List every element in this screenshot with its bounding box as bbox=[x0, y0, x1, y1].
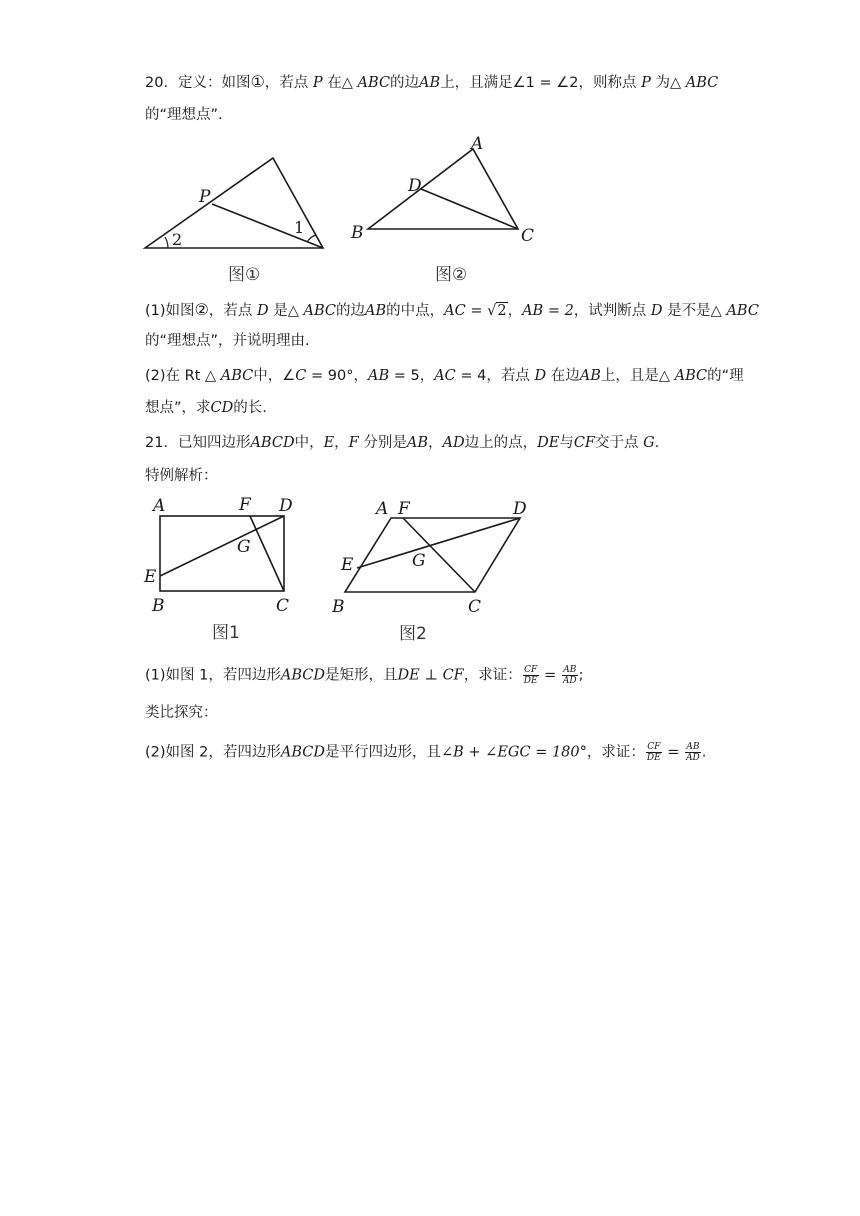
label-E: E bbox=[341, 555, 354, 575]
q21-text: ， bbox=[334, 435, 349, 451]
label-F: F bbox=[239, 495, 251, 515]
q20-sub1-text: ，试判断点 bbox=[573, 303, 651, 319]
q20-sub2-line1 bbox=[145, 366, 744, 386]
math-var: CF bbox=[573, 435, 595, 451]
q21-sub1-text: ，求证： bbox=[463, 667, 522, 684]
q20-sub1-text: 是△ bbox=[268, 303, 304, 319]
q20-sub1-text: ， bbox=[507, 303, 523, 319]
math-var: E bbox=[323, 435, 335, 451]
q20-sub1-text: 的中点， bbox=[386, 303, 445, 319]
label-angle-1: 1 bbox=[294, 218, 305, 237]
q20-text: ，若点 bbox=[264, 75, 313, 91]
fraction-denominator: AD bbox=[686, 753, 700, 763]
math-var: C bbox=[295, 368, 307, 384]
figure-2-caption: 图② bbox=[435, 265, 468, 285]
label-D: D bbox=[279, 496, 293, 516]
math-var: ABC bbox=[726, 303, 759, 319]
q20-text: 为△ bbox=[650, 75, 686, 91]
q21-sub2-text: (2)如图 2，若四边形 bbox=[145, 744, 281, 761]
sqrt-radicand: 2 bbox=[497, 303, 507, 319]
q20-text: 上，且满足∠1 = ∠2，则称点 bbox=[440, 75, 642, 91]
math-var: DE bbox=[537, 435, 560, 451]
math-var: AB bbox=[419, 75, 441, 91]
label-B: B bbox=[332, 597, 345, 617]
label-G: G bbox=[412, 551, 426, 571]
q21-analogy-heading: 类比探究： bbox=[145, 705, 218, 721]
sqrt-expr: √2 bbox=[487, 303, 507, 319]
q20-sub2-text: 的长. bbox=[233, 400, 267, 416]
fraction-cf-de bbox=[646, 742, 662, 763]
figure-2-parallelogram bbox=[325, 492, 540, 647]
label-E: E bbox=[144, 567, 157, 587]
q21-sub2-text: 是平行四边形，且 bbox=[325, 744, 441, 761]
math-var: AB bbox=[367, 368, 390, 384]
q21-sub2 bbox=[145, 742, 706, 763]
label-P: P bbox=[199, 187, 211, 207]
fraction-ab-ad bbox=[685, 742, 701, 763]
equals-sign: = bbox=[539, 667, 561, 684]
math-var: AB bbox=[579, 368, 601, 384]
q20-text: 在△ bbox=[322, 75, 358, 91]
fraction-numerator: CF bbox=[524, 665, 538, 675]
q20-sub2-text: 中，∠ bbox=[253, 368, 296, 384]
q21-sub1-text: 是矩形，且 bbox=[325, 667, 398, 684]
q21-text: 与 bbox=[559, 435, 574, 451]
label-A: A bbox=[376, 499, 389, 519]
math-var: AB bbox=[365, 303, 387, 319]
q20-sub2-text: 在边 bbox=[546, 368, 580, 384]
figure-1-rectangle bbox=[140, 492, 315, 647]
fraction-numerator: AB bbox=[686, 742, 700, 752]
figure-1-caption: 图① bbox=[228, 265, 261, 285]
label-B: B bbox=[152, 596, 165, 616]
q20-sub1-text: 是不是△ bbox=[662, 303, 727, 319]
q21-sub2-text: . bbox=[701, 744, 707, 761]
q20-sub2-text: 上，且是△ bbox=[600, 368, 675, 384]
math-var: D bbox=[534, 368, 547, 384]
math-var: ABC bbox=[674, 368, 708, 384]
label-angle-2: 2 bbox=[172, 230, 183, 249]
math-var: ABC bbox=[220, 368, 254, 384]
label-A: A bbox=[471, 134, 484, 154]
q20-text: 20．定义：如图 bbox=[145, 75, 251, 91]
math-var: ABC bbox=[685, 75, 719, 91]
q21-text: 中， bbox=[294, 435, 324, 451]
fraction-cf-de bbox=[523, 665, 539, 686]
q21-sub1 bbox=[145, 665, 584, 686]
label-A: A bbox=[153, 496, 166, 516]
fraction-numerator: AB bbox=[563, 665, 577, 675]
figure-ref-1: ① bbox=[250, 72, 265, 91]
q20-sub2-text: = 5， bbox=[389, 368, 435, 384]
label-D: D bbox=[513, 499, 527, 519]
math-var: P bbox=[312, 75, 323, 91]
q21-text: 分别是 bbox=[358, 435, 407, 451]
equals-sign: = bbox=[662, 744, 685, 761]
math-expr: DE ⊥ CF bbox=[397, 667, 464, 684]
label-G: G bbox=[237, 537, 251, 557]
math-var: G bbox=[643, 435, 655, 451]
q20-sub1-line2: 的“理想点”，并说明理由. bbox=[145, 333, 310, 349]
figure-2-caption: 图2 bbox=[399, 624, 427, 644]
label-B: B bbox=[351, 223, 364, 243]
q21-text: 交于点 bbox=[594, 435, 644, 451]
math-var: AB bbox=[406, 435, 428, 451]
math-var: ABCD bbox=[280, 667, 325, 684]
q21-sub1-text: ; bbox=[578, 667, 584, 684]
math-var: D bbox=[257, 303, 269, 319]
q20-line2: 的“理想点”. bbox=[145, 107, 223, 123]
fraction-ab-ad bbox=[562, 665, 578, 686]
fraction-numerator: CF bbox=[647, 742, 661, 752]
math-var: AD bbox=[442, 435, 465, 451]
math-var: CD bbox=[210, 400, 234, 416]
q20-line1 bbox=[145, 72, 718, 93]
figure-1-caption: 图1 bbox=[212, 623, 240, 643]
math-var: AC bbox=[434, 368, 456, 384]
math-expr: AB = 2 bbox=[522, 303, 574, 319]
math-var: ABC bbox=[303, 303, 337, 319]
label-F: F bbox=[398, 499, 410, 519]
figure-2-triangle bbox=[345, 130, 545, 285]
label-C: C bbox=[276, 596, 290, 616]
q21-sub1-text: (1)如图 1，若四边形 bbox=[145, 667, 281, 684]
q21-text: . bbox=[654, 435, 660, 451]
math-var: ABCD bbox=[250, 435, 295, 451]
label-D: D bbox=[408, 176, 422, 196]
q20-sub2-text: 的“理 bbox=[707, 368, 744, 384]
math-expr: ∠B + ∠EGC = 180° bbox=[441, 744, 587, 761]
q21-line1 bbox=[145, 433, 659, 453]
figure-ref-2: ② bbox=[194, 300, 209, 319]
q21-special-heading: 特例解析： bbox=[145, 468, 218, 484]
q20-sub2-text: = 90°， bbox=[306, 368, 368, 384]
math-var: F bbox=[348, 435, 359, 451]
q20-sub1-line1 bbox=[145, 300, 759, 321]
q20-text: 的边 bbox=[390, 75, 420, 91]
math-var: ABC bbox=[357, 75, 391, 91]
q21-text: 边上的点， bbox=[464, 435, 538, 451]
q20-sub1-text: ，若点 bbox=[208, 303, 257, 319]
label-C: C bbox=[521, 226, 535, 246]
label-C: C bbox=[468, 597, 482, 617]
math-var: P bbox=[641, 75, 651, 91]
q20-sub1-text: 的边 bbox=[336, 303, 366, 319]
fraction-denominator: DE bbox=[523, 676, 538, 686]
q21-sub2-text: ，求证： bbox=[586, 744, 645, 761]
figure-1-triangle bbox=[140, 150, 340, 285]
q20-sub2-line2 bbox=[145, 398, 267, 418]
q20-sub2-text: 想点”，求 bbox=[145, 400, 211, 416]
fraction-denominator: DE bbox=[646, 753, 661, 763]
q20-sub2-text: = 4，若点 bbox=[455, 368, 535, 384]
q21-text: ， bbox=[427, 435, 443, 451]
q21-text: 21．已知四边形 bbox=[145, 435, 251, 451]
math-expr: AC = bbox=[444, 303, 488, 319]
fraction-denominator: AD bbox=[562, 676, 577, 686]
q20-sub1-text: (1)如图 bbox=[145, 303, 195, 319]
q20-sub2-text: (2)在 Rt △ bbox=[145, 368, 221, 384]
math-var: ABCD bbox=[280, 744, 325, 761]
math-var: D bbox=[650, 303, 663, 319]
